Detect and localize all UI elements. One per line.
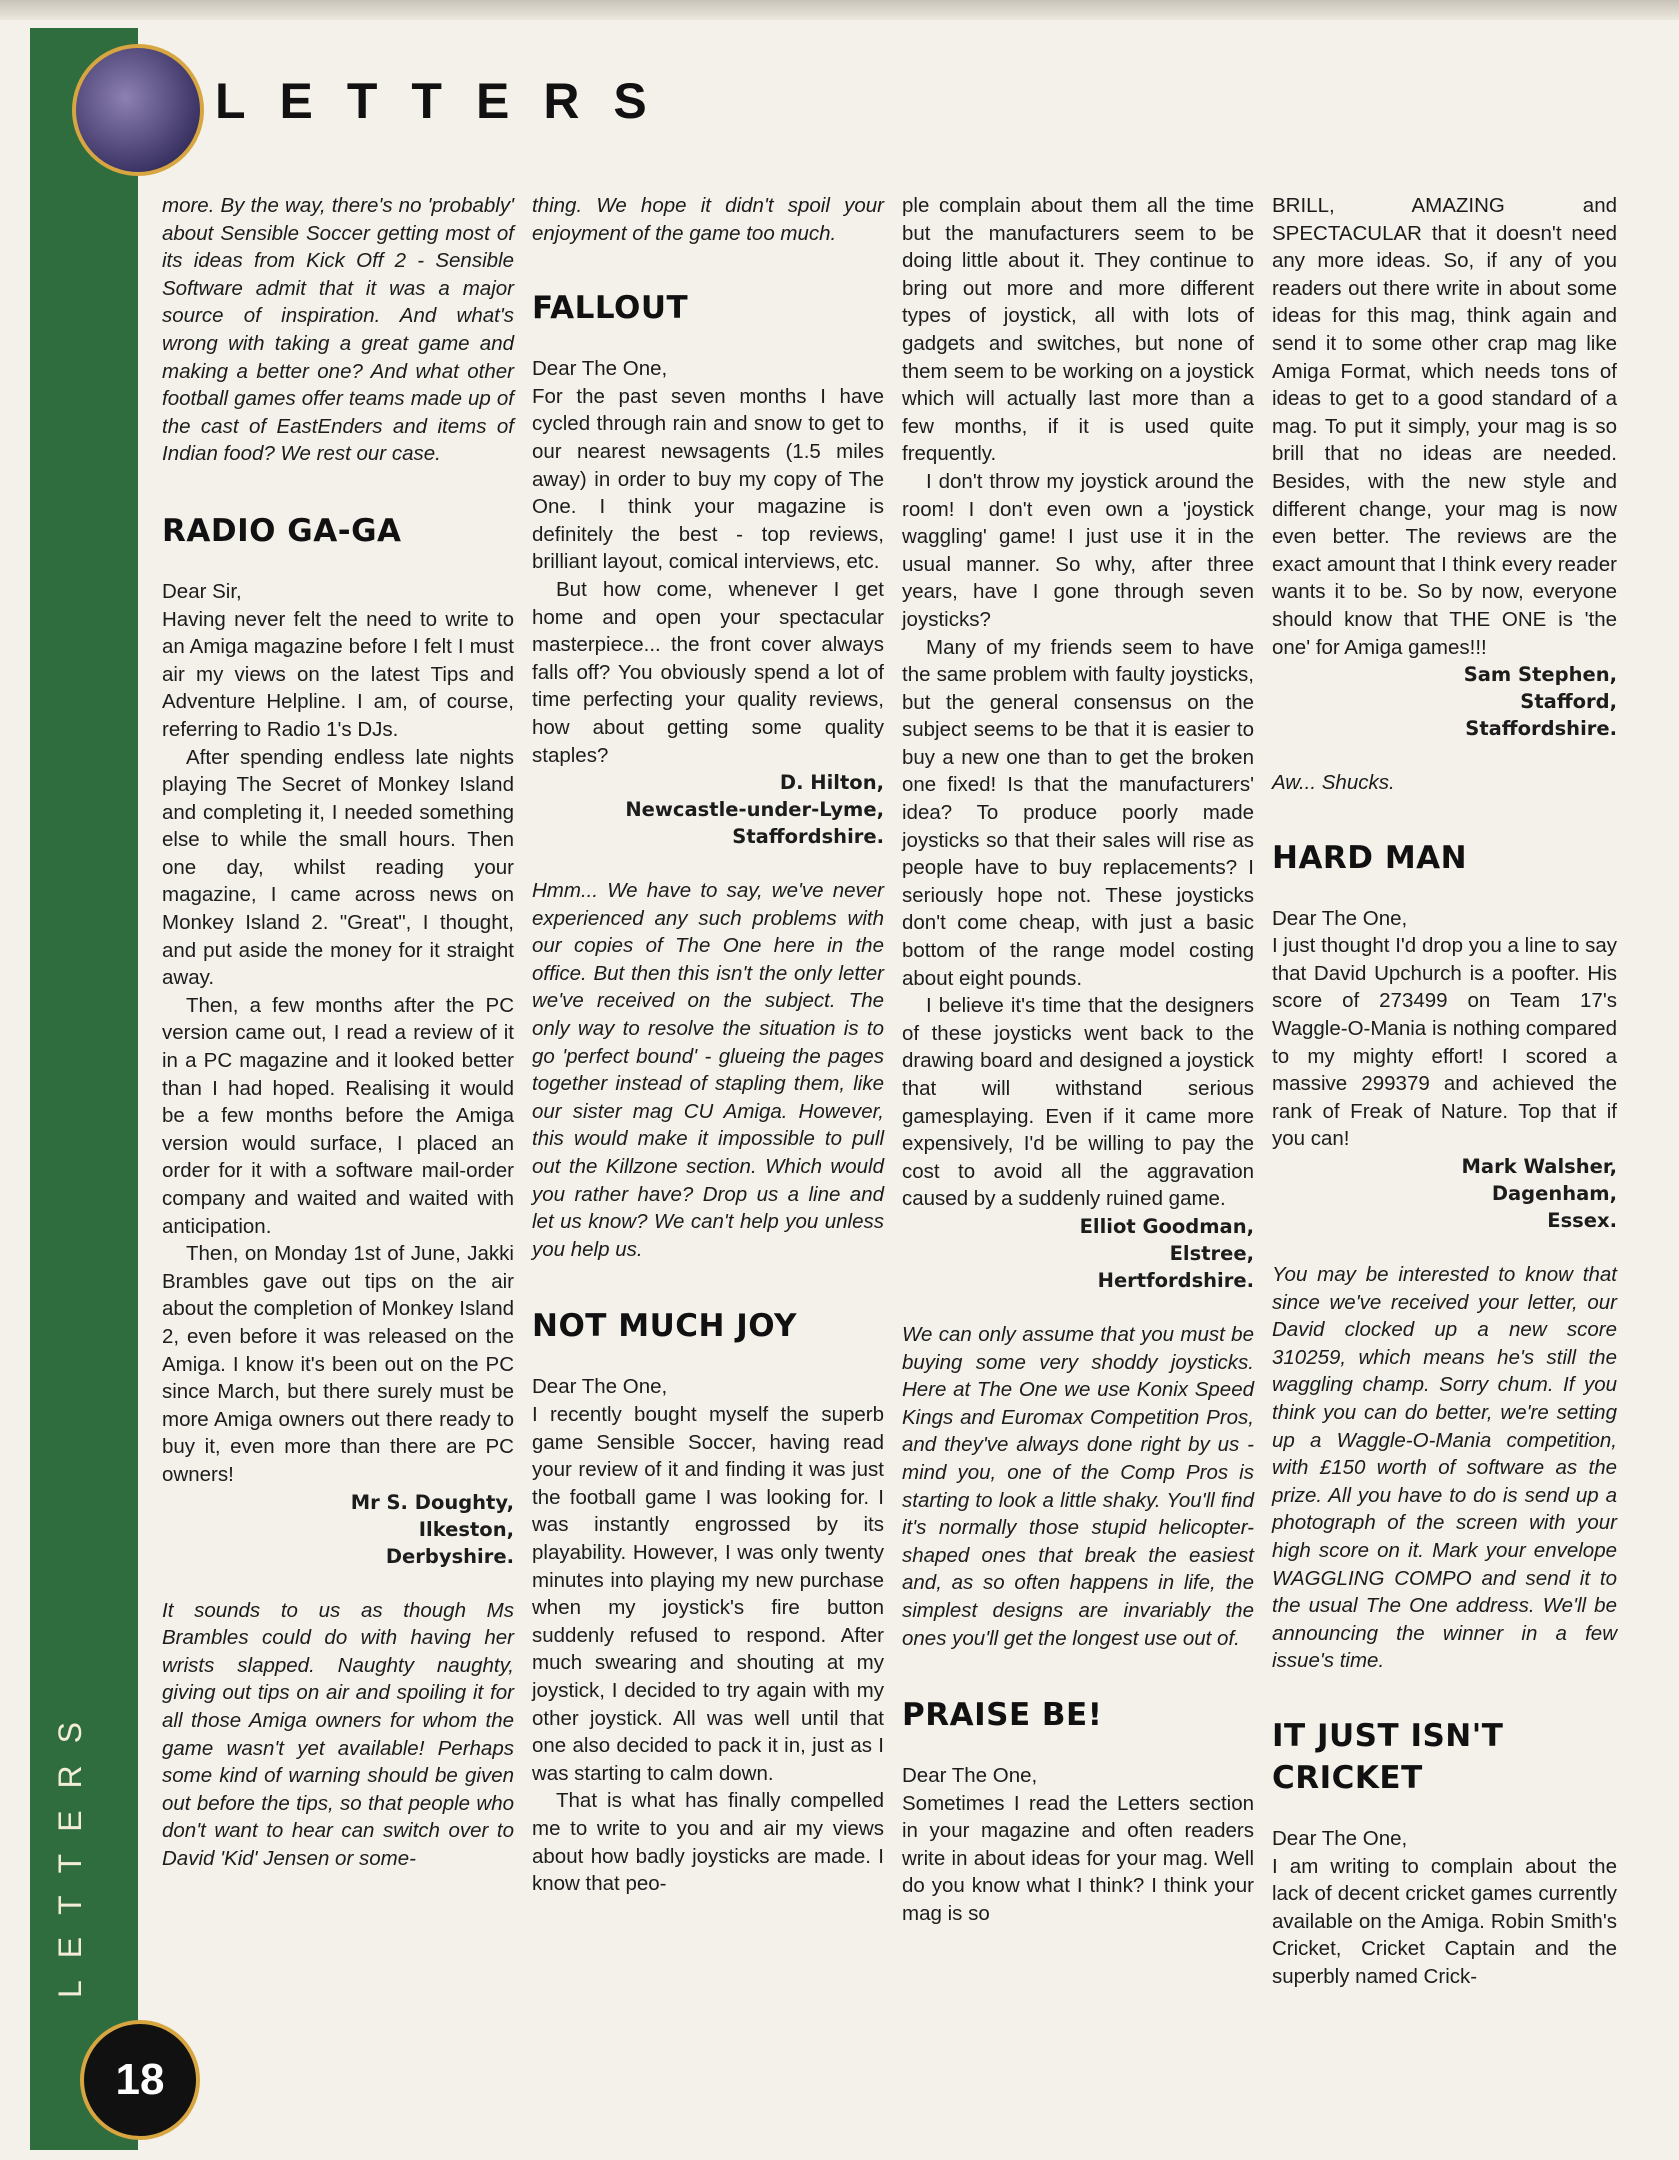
- editor-reply: It sounds to us as though Ms Brambles could do with having her wrists slapped. Naughty naughty, giving out tips on air and spoiling it for all those Amiga owners for whom the game wasn't yet available! Perhaps some kind of warning should be given out before the tips, so that people who don't want to hear can switch over to David 'Kid' Jensen or some-: [162, 1598, 514, 1870]
- signature-town: Stafford,: [1520, 690, 1617, 714]
- side-label: LETTERS: [52, 1700, 88, 1999]
- column-2: [532, 192, 884, 1898]
- col2-intro: thing. We hope it didn't spoil your enjoyment of the game too much.: [532, 194, 884, 245]
- salutation: Dear The One,: [1272, 1826, 1408, 1850]
- signature-name: Elliot Goodman,: [1079, 1214, 1254, 1238]
- letter-paragraph: I just thought I'd drop you a line to say that David Upchurch is a poofter. His score of 273499 on Team 17's Waggle-O-Mania is nothing compared to my mighty effort! I scored a massive 299379 and achieved the rank of Freak of Nature. Top that if you can!: [1272, 934, 1617, 1151]
- salutation: Dear The One,: [902, 1764, 1038, 1788]
- heading-radio-ga-ga: RADIO GA-GA: [162, 512, 402, 549]
- salutation: Dear The One,: [1272, 906, 1408, 930]
- col1-intro: more. By the way, there's no 'probably' about Sensible Soccer getting most of its ideas from Kick Off 2 - Sensible Software admit that it was a major source of inspiration. And what's wrong with taking a great game and making a better one? And what other football games offer teams made up of the cast of EastEnders and items of Indian food? We rest our case.: [162, 194, 514, 466]
- signature-county: Staffordshire.: [1465, 717, 1617, 741]
- heading-hard-man: HARD MAN: [1272, 839, 1468, 876]
- letter-paragraph: I don't throw my joystick around the room! I don't even own a 'joystick waggling' game! I just use it in the usual manner. So why, after three years, have I gone through seven joysticks?: [902, 469, 1254, 631]
- editor-reply: Aw... Shucks.: [1272, 771, 1395, 795]
- column-1: [162, 192, 514, 1872]
- signature-town: Elstree,: [1169, 1241, 1254, 1265]
- signature-county: Staffordshire.: [732, 825, 884, 849]
- column-3: [902, 192, 1254, 1928]
- heading-cricket: CRICKET: [1272, 1759, 1423, 1796]
- signature-town: Dagenham,: [1491, 1182, 1617, 1206]
- letter-paragraph: Then, a few months after the PC version came out, I read a review of it in a PC magazine and it looked better than I had hoped. Realising it would be a few months before the Amiga version would surface, I placed an order for it with a software mail-order company and waited and waited with anticipation.: [162, 993, 514, 1238]
- col3-intro: ple complain about them all the time but the manufacturers seem to be doing little about it. They continue to bring out more and more different types of joystick, all with lots of gadgets and switches, but none of them seem to be working on a joystick which will actually last more than a few months, if it is used quite frequently.: [902, 194, 1254, 466]
- letter-paragraph: Many of my friends seem to have the same problem with faulty joysticks, but the general consensus on the subject seems to be that it is easier to buy a new one than to get the broken one fixed! Is that the manufacturers' idea? To produce poorly made joysticks so that their sales will rise as people have to buy replacements? I seriously hope not. These joysticks don't come cheap, with just a basic bottom of the range model costing about eight pounds.: [902, 635, 1254, 990]
- signature-county: Hertfordshire.: [1097, 1268, 1254, 1292]
- letter-paragraph: After spending endless late nights playing The Secret of Monkey Island and completing it, I needed something else to while the small hours. Then one day, whilst reading your magazine, I came across news on Monkey Island 2. "Great", I thought, and put aside the money for it straight away.: [162, 745, 514, 990]
- the-one-logo-icon: [72, 44, 204, 176]
- signature-town: Newcastle-under-Lyme,: [625, 798, 884, 822]
- letter-paragraph: But how come, whenever I get home and open your spectacular masterpiece... the front cover always falls off? You obviously spend a lot of time perfecting your quality reviews, how about getting some quality staples?: [532, 577, 884, 767]
- signature-county: Essex.: [1547, 1209, 1617, 1233]
- signature-name: D. Hilton,: [779, 771, 884, 795]
- page-title: LETTERS: [215, 73, 681, 129]
- letter-paragraph: That is what has finally compelled me to write to you and air my views about how badly joysticks are made. I know that peo-: [532, 1789, 884, 1896]
- letter-paragraph: Having never felt the need to write to an Amiga magazine before I felt I must air my views on the latest Tips and Adventure Helpline. I am, of course, referring to Radio 1's DJs.: [162, 607, 514, 741]
- editor-reply: We can only assume that you must be buying some very shoddy joysticks. Here at The One we use Konix Speed Kings and Euromax Competition Pros, and they've always done right by us - mind you, one of the Comp Pros is starting to look a little shaky. You'll find it's normally those stupid helicopter-shaped ones that break the easiest and, as so often happens in life, the simplest designs are invariably the ones you'll get the longest use out of.: [902, 1322, 1254, 1650]
- signature-town: Ilkeston,: [418, 1517, 514, 1541]
- letter-paragraph: I am writing to complain about the lack of decent cricket games currently available on the Amiga. Robin Smith's Cricket, Cricket Captain and the superbly named Crick-: [1272, 1854, 1617, 1988]
- signature-name: Mr S. Doughty,: [350, 1490, 514, 1514]
- letter-paragraph: Then, on Monday 1st of June, Jakki Brambles gave out tips on the air about the completion of Monkey Island 2, even before it was released on the Amiga. I know it's been out on the PC since March, but there surely must be more Amiga owners out there ready to buy it, even more than there are PC owners!: [162, 1242, 514, 1486]
- editor-reply: Hmm... We have to say, we've never experienced any such problems with our copies of The One here in the office. But then this isn't the only letter we've received on the subject. The only way to resolve the situation is to go 'perfect bound' - glueing the pages together instead of stapling them, like our sister mag CU Amiga. However, this would make it impossible to pull out the Killzone section. Which would you rather have? Drop us a line and let us know? We can't help you unless you help us.: [532, 879, 884, 1261]
- salutation: Dear The One,: [532, 357, 668, 381]
- heading-not-much-joy: NOT MUCH JOY: [532, 1308, 797, 1345]
- salutation: Dear The One,: [532, 1375, 668, 1399]
- heading-praise-be: PRAISE BE!: [902, 1697, 1103, 1734]
- editor-reply: You may be interested to know that since we've received your letter, our David clocked up a new score 310259, which means he's still the waggling champ. Sorry chum. If you think you can do better, we're setting up a Waggle-O-Mania competition, with £150 worth of software as the prize. All you have to do is send up a photograph of the screen with your high score on it. Mark your envelope WAGGLING COMPO and send it to the usual The One address. We'll be announcing the winner in a few issue's time.: [1272, 1263, 1617, 1673]
- col4-intro: BRILL, AMAZING and SPECTACULAR that it doesn't need any more ideas. So, if any of you readers out there write in about some ideas for this mag, think again and send it to some other crap mag like Amiga Format, which needs tons of ideas to get to a good standard of a mag. To put it simply, your mag is so brill that no ideas are needed. Besides, with the new style and different change, your mag is now even better. The reviews are the exact amount that I think every reader wants it to be. So by now, everyone should know that THE ONE is 'the one' for Amiga games!!!: [1272, 194, 1617, 659]
- page-top-edge: [0, 0, 1679, 20]
- letter-paragraph: I believe it's time that the designers of these joysticks went back to the drawing board and designed a joystick that will withstand serious gamesplaying. Even if it came more expensively, I'd be willing to pay the cost to avoid all the aggravation caused by a suddenly ruined game.: [902, 994, 1254, 1211]
- page-number: 18: [80, 2020, 200, 2140]
- letter-paragraph: For the past seven months I have cycled through rain and snow to get to our nearest newsagents (1.5 miles away) in order to buy my copy of The One. I think your magazine is definitely the best - top reviews, brilliant layout, comical interviews, etc.: [532, 384, 884, 574]
- heading-fallout: FALLOUT: [532, 290, 689, 327]
- heading-it-just-isnt: IT JUST ISN'T: [1272, 1717, 1504, 1754]
- signature-name: Mark Walsher,: [1461, 1155, 1617, 1179]
- letter-paragraph: I recently bought myself the superb game Sensible Soccer, having read your review of it and finding it was just the football game I was looking for. I was instantly engrossed by its playability. However, I was only twenty minutes into playing my new purchase when my joystick's fire button suddenly refused to respond. After much swearing and shouting at my joystick, I decided to try again with my other joystick. All was well until that one also decided to pack it in, just as I was starting to calm down.: [532, 1403, 884, 1785]
- signature-county: Derbyshire.: [385, 1544, 514, 1568]
- signature-name: Sam Stephen,: [1463, 663, 1617, 687]
- column-4: [1272, 192, 1617, 1991]
- salutation: Dear Sir,: [162, 579, 242, 603]
- letter-paragraph: Sometimes I read the Letters section in your magazine and often readers write in about ideas for your mag. Well do you know what I think? I think your mag is so: [902, 1791, 1254, 1926]
